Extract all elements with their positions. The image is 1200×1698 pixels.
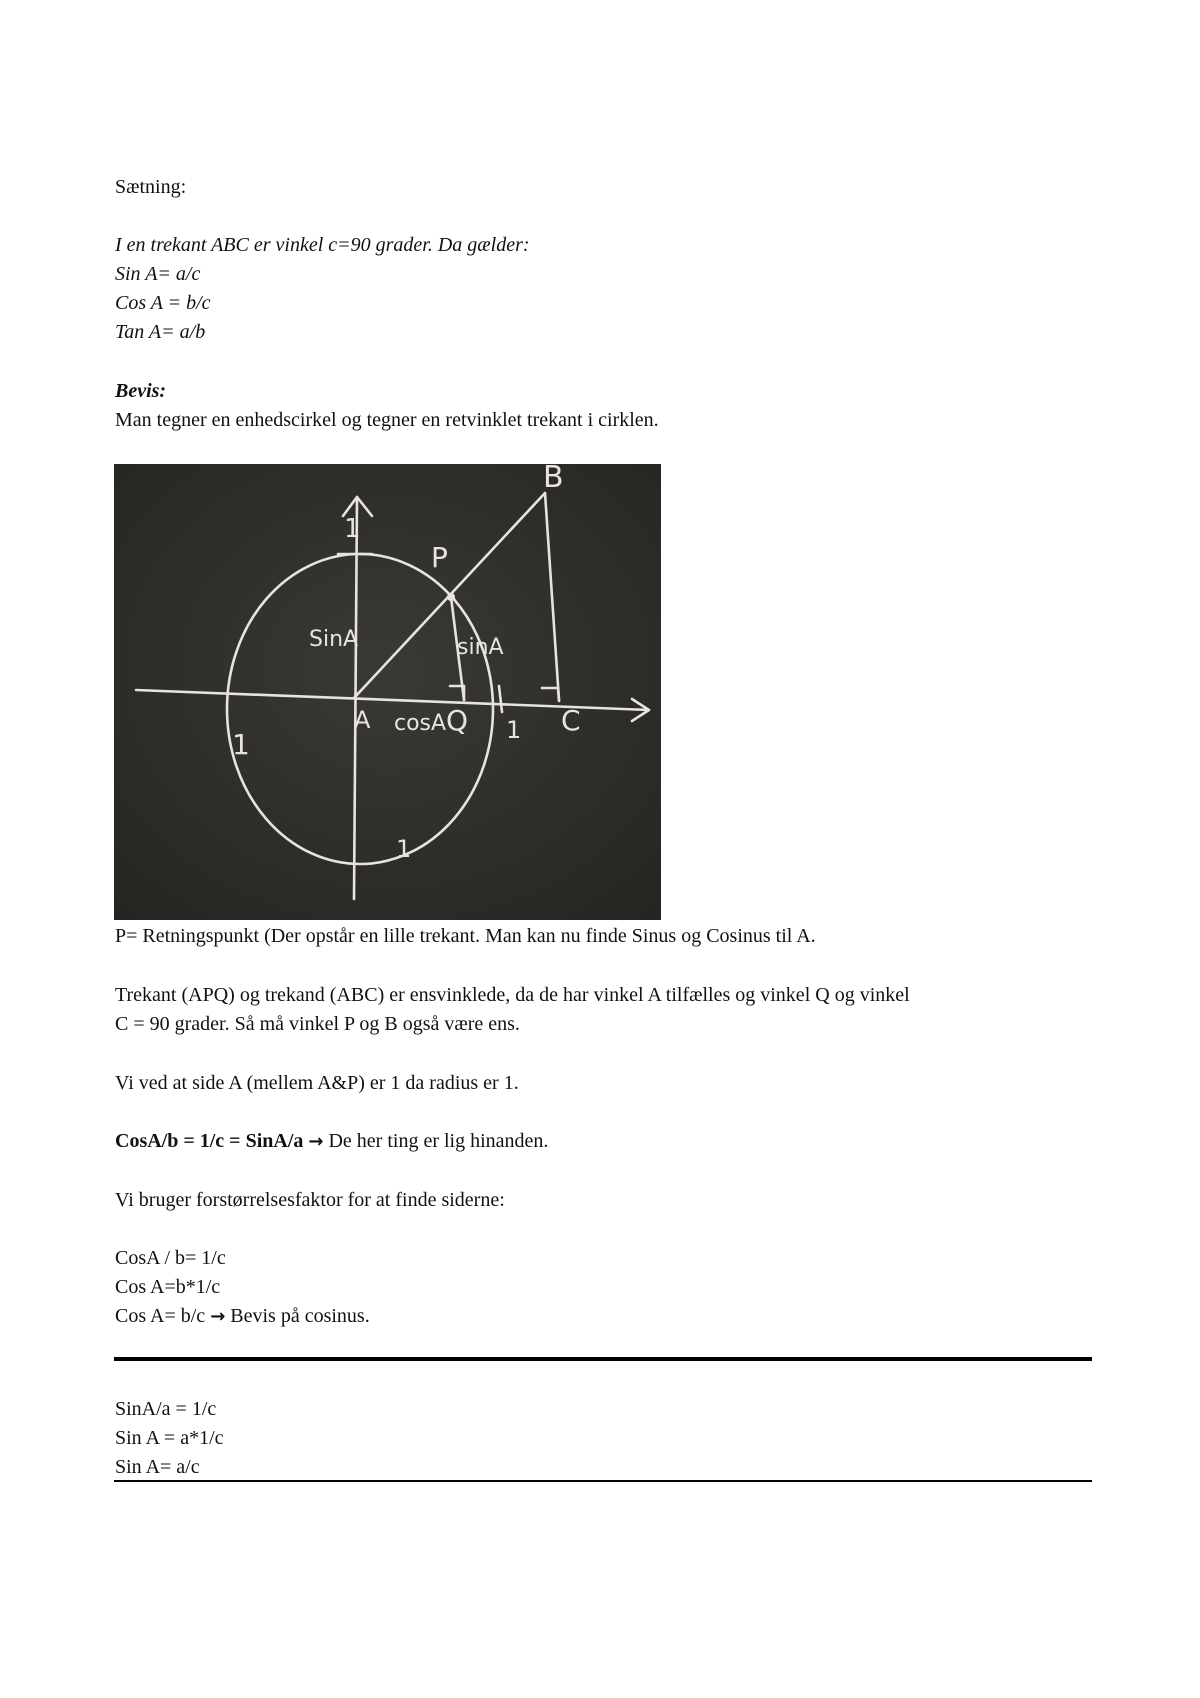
cosine-step-2: Cos A=b*1/c	[115, 1276, 221, 1298]
cosine-step-1: CosA / b= 1/c	[115, 1247, 226, 1269]
label-one-right: 1	[506, 716, 522, 744]
theorem-cos: Cos A = b/c	[115, 292, 211, 314]
label-sina-left: SinA	[309, 627, 359, 652]
proof-heading: Bevis:	[115, 380, 167, 402]
unit-circle-drawing	[114, 464, 661, 920]
cosine-result: Cos A= b/c	[115, 1305, 211, 1327]
heading-saetning: Sætning:	[115, 176, 187, 198]
label-cosa: cosA	[394, 711, 447, 736]
label-a: A	[354, 706, 371, 734]
paragraph-p-point: P= Retningspunkt (Der opstår en lille trekant. Man kan nu finde Sinus og Cosinus til A.	[115, 925, 816, 947]
ratio-text: De her ting er lig hinanden.	[323, 1130, 549, 1152]
sine-step-2: Sin A = a*1/c	[115, 1427, 224, 1449]
ratio-equation: CosA/b = 1/c = SinA/a	[115, 1130, 304, 1152]
paragraph-similar-2: C = 90 grader. Så må vinkel P og B også være ens.	[115, 1013, 520, 1035]
divider-thick	[114, 1357, 1092, 1361]
cosine-conclusion: Bevis på cosinus.	[225, 1305, 370, 1327]
proof-intro: Man tegner en enhedscirkel og tegner en retvinklet trekant i cirklen.	[115, 409, 659, 431]
divider-thin	[114, 1480, 1092, 1482]
arrow-icon: →	[308, 1131, 324, 1152]
paragraph-radius: Vi ved at side A (mellem A&P) er 1 da radius er 1.	[115, 1072, 519, 1094]
sine-step-1: SinA/a = 1/c	[115, 1398, 217, 1420]
theorem-tan: Tan A= a/b	[115, 321, 206, 343]
label-q: Q	[446, 704, 469, 737]
label-sina-right: sinA	[457, 635, 504, 660]
chalkboard-figure	[114, 464, 661, 920]
paragraph-similar-1: Trekant (APQ) og trekand (ABC) er ensvinklede, da de har vinkel A tilfælles og vinkel Q og vinkel	[115, 984, 910, 1006]
label-one-bottom: 1	[396, 835, 412, 863]
label-c: C	[561, 704, 581, 737]
label-one-left: 1	[232, 728, 250, 761]
point-p	[447, 593, 455, 601]
arrow-icon: →	[210, 1306, 226, 1327]
label-p: P	[431, 541, 448, 574]
label-one-top: 1	[344, 514, 361, 544]
theorem-sin: Sin A= a/c	[115, 263, 201, 285]
paragraph-ratio	[115, 1129, 548, 1154]
paragraph-scale: Vi bruger forstørrelsesfaktor for at finde siderne:	[115, 1189, 505, 1211]
label-b: B	[543, 464, 564, 495]
cosine-step-3	[115, 1304, 370, 1329]
sine-step-3: Sin A= a/c	[115, 1456, 200, 1478]
theorem-statement: I en trekant ABC er vinkel c=90 grader. Da gælder:	[115, 234, 530, 256]
